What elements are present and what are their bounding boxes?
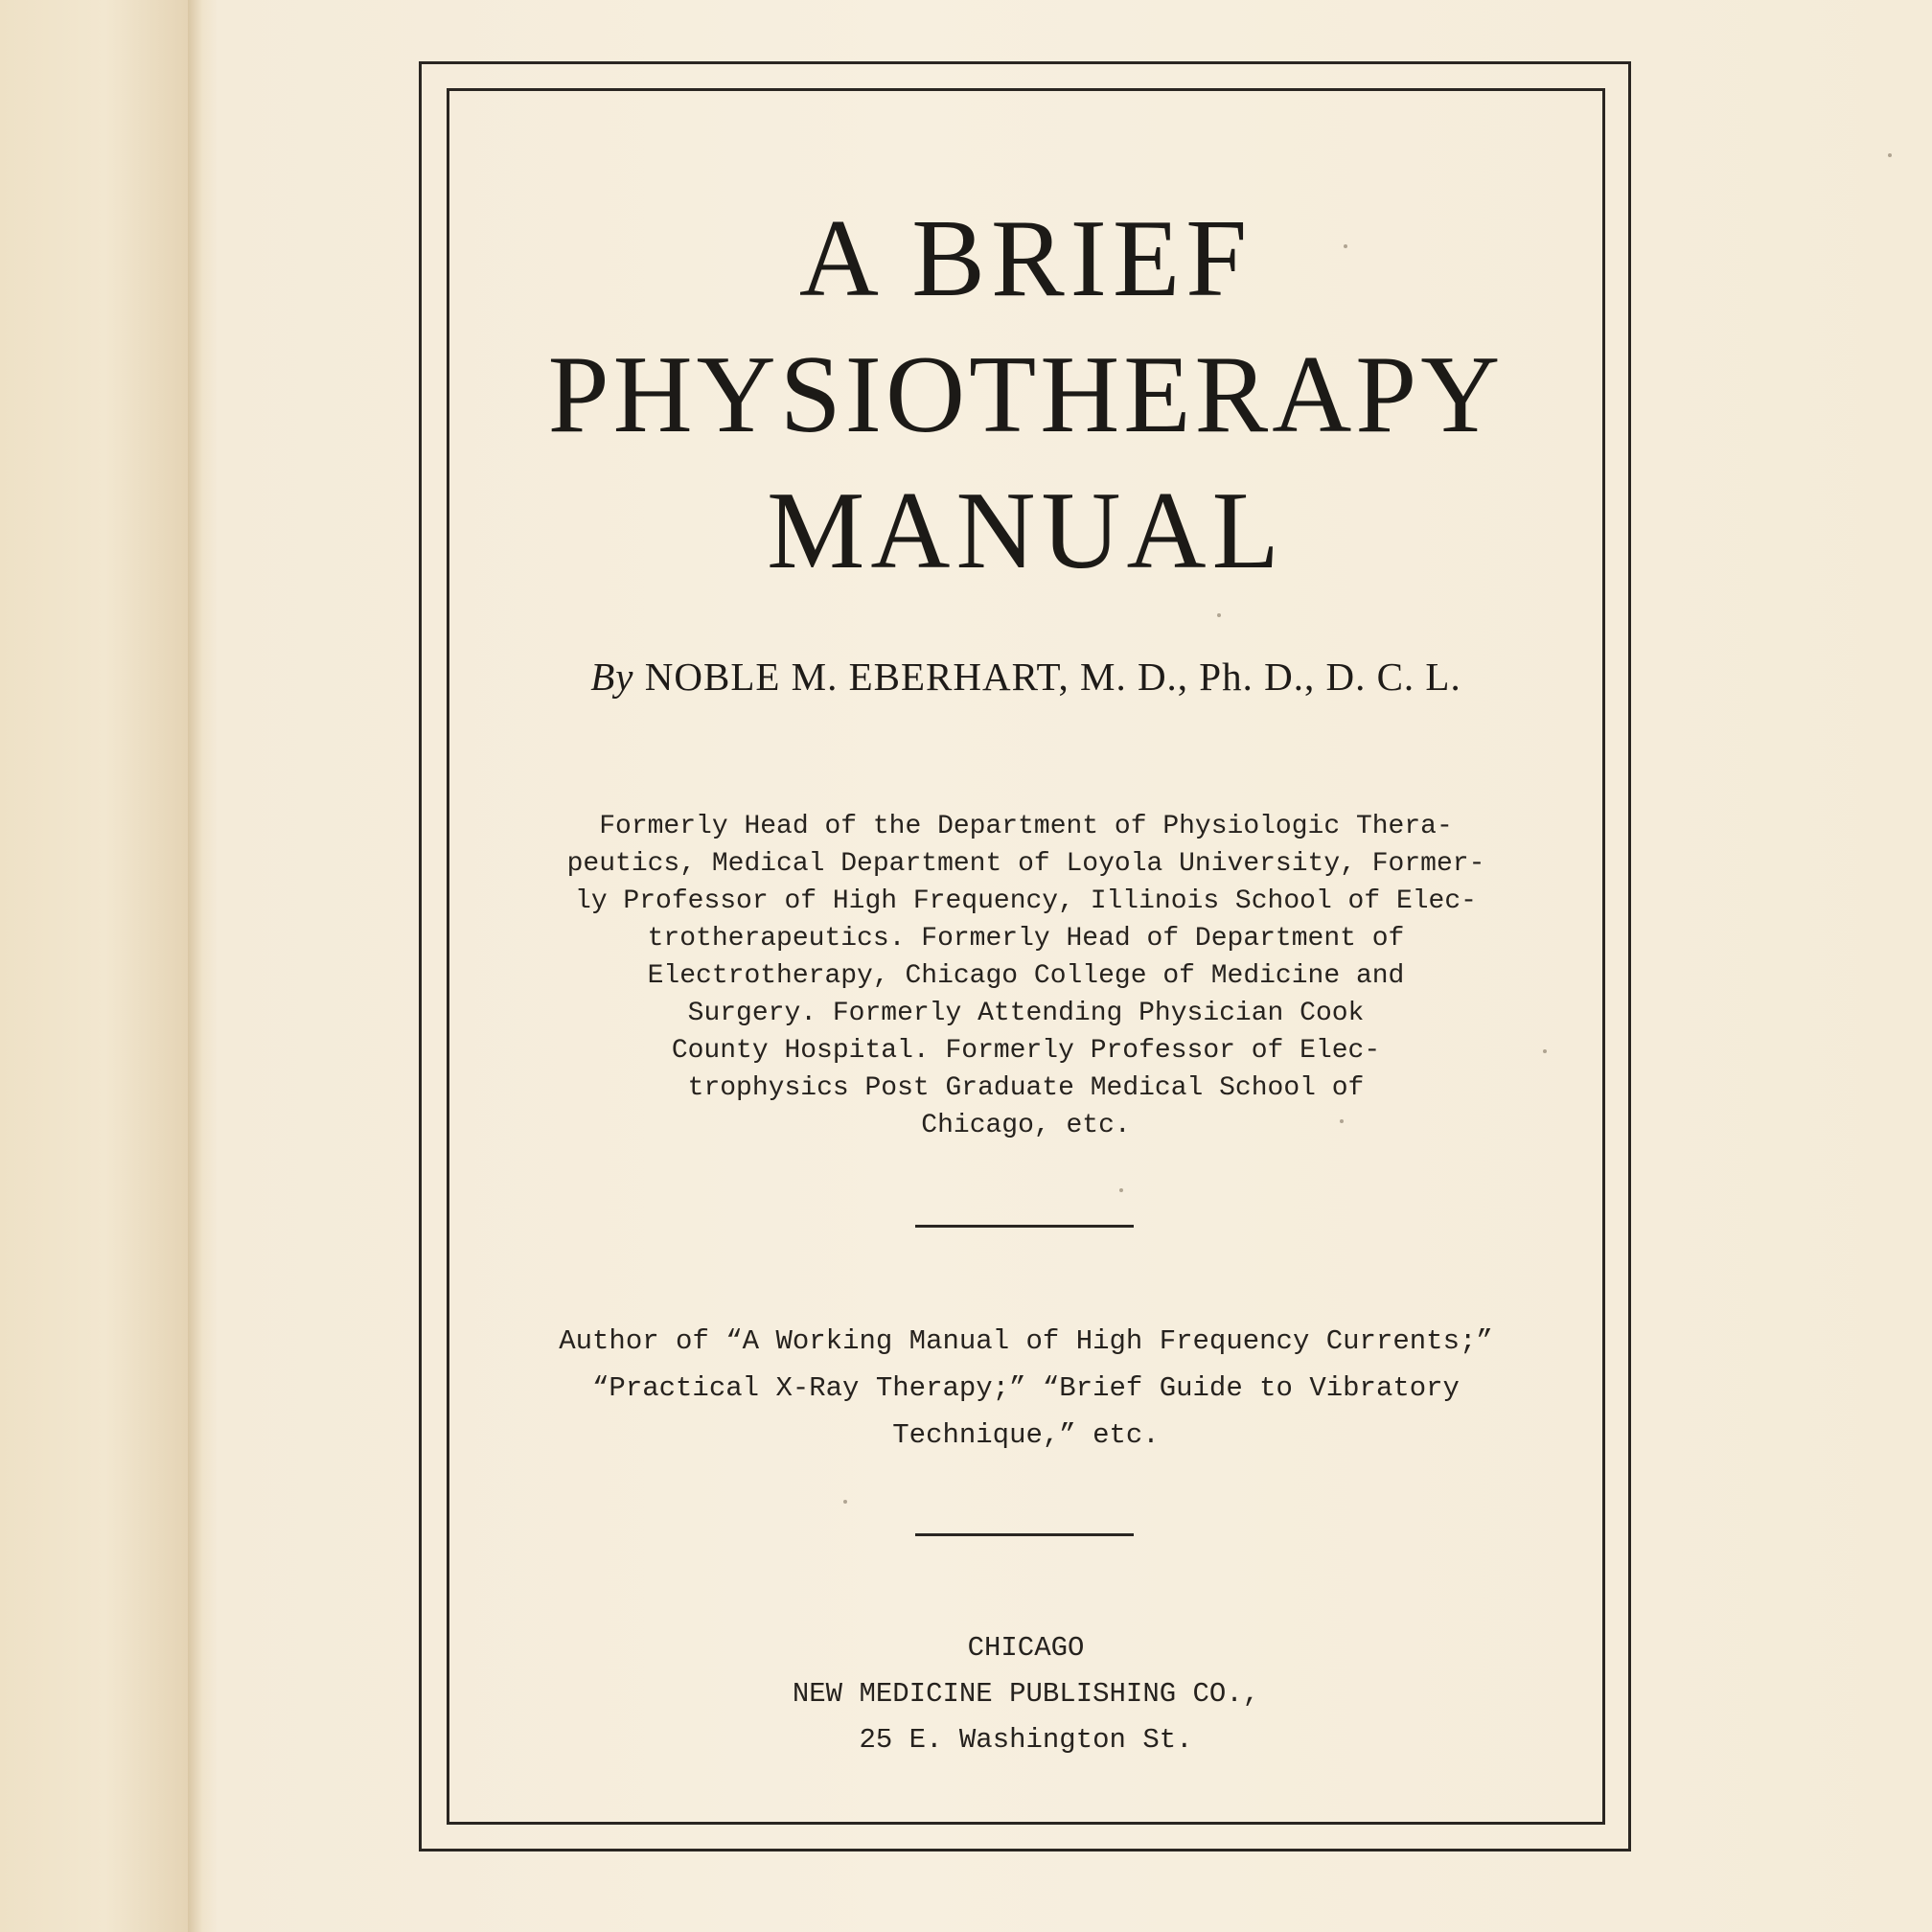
credentials-line: Chicago, etc. bbox=[921, 1111, 1131, 1140]
credentials-line: Surgery. Formerly Attending Physician Cook bbox=[687, 999, 1365, 1028]
credentials-line: peutics, Medical Department of Loyola University, Former- bbox=[566, 849, 1485, 879]
works-line: Technique,” etc. bbox=[892, 1419, 1160, 1451]
credentials-line: trophysics Post Graduate Medical School of bbox=[687, 1073, 1365, 1103]
credentials-line: trotherapeutics. Formerly Head of Department of bbox=[647, 924, 1405, 954]
paper-speck bbox=[1888, 153, 1892, 157]
author-credentials bbox=[479, 808, 1573, 1144]
facing-page bbox=[0, 0, 192, 1932]
credentials-line: Electrotherapy, Chicago College of Medicine and bbox=[647, 961, 1405, 991]
byline-by: By bbox=[590, 655, 634, 699]
publisher-name: NEW MEDICINE PUBLISHING CO., bbox=[792, 1678, 1260, 1710]
paper-speck bbox=[1344, 244, 1347, 248]
author-byline bbox=[447, 654, 1605, 700]
paper-speck bbox=[1119, 1188, 1123, 1192]
title-line-2: PHYSIOTHERAPY bbox=[547, 334, 1505, 455]
author-name: NOBLE M. EBERHART, M. D., Ph. D., D. C. L. bbox=[644, 655, 1461, 699]
credentials-line: ly Professor of High Frequency, Illinois School of Elec- bbox=[575, 886, 1477, 916]
title-line-3: MANUAL bbox=[767, 470, 1285, 591]
credentials-line: Formerly Head of the Department of Physiologic Thera- bbox=[599, 812, 1453, 841]
publisher-address: 25 E. Washington St. bbox=[859, 1724, 1193, 1756]
divider-rule bbox=[915, 1533, 1134, 1536]
paper-speck bbox=[1217, 613, 1221, 617]
title-line-1: A BRIEF bbox=[798, 197, 1254, 319]
works-line: Author of “A Working Manual of High Frequency Currents;” bbox=[559, 1325, 1493, 1357]
works-line: “Practical X-Ray Therapy;” “Brief Guide to Vibratory bbox=[592, 1372, 1460, 1404]
divider-rule bbox=[915, 1225, 1134, 1228]
paper-speck bbox=[1340, 1119, 1344, 1123]
publisher-imprint bbox=[575, 1625, 1477, 1763]
publisher-city: CHICAGO bbox=[967, 1632, 1085, 1664]
paper-speck bbox=[1543, 1049, 1547, 1053]
book-gutter bbox=[188, 0, 220, 1932]
other-works bbox=[470, 1318, 1582, 1459]
paper-speck bbox=[843, 1500, 847, 1504]
credentials-line: County Hospital. Formerly Professor of Elec- bbox=[671, 1036, 1381, 1066]
